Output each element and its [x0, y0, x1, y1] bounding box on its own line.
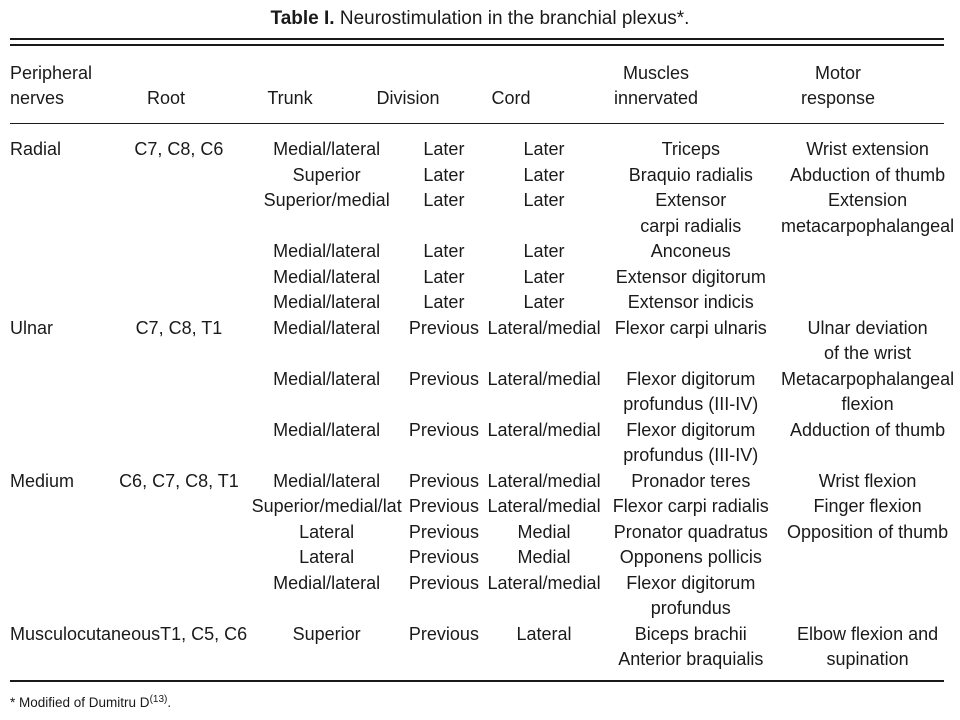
cell-division: Previous: [408, 419, 479, 440]
cell-root: [111, 545, 247, 571]
cell-root: [111, 392, 247, 418]
cell-root: [111, 647, 247, 673]
cell-cord: [482, 647, 607, 673]
cell-trunk: [247, 341, 406, 367]
cell-division: Previous: [408, 496, 479, 516]
table-row: [10, 596, 960, 622]
cell-trunk: Superior/medial/lat: [251, 496, 402, 516]
cell-root: [111, 367, 247, 393]
cell-root: C7, C8, C6: [134, 139, 224, 159]
cell-motor-response: metacarpophalangeal: [781, 215, 955, 236]
cell-division: Later: [423, 139, 465, 159]
cell-peripheral-nerve: MusculocutaneousT1, C5, C6: [10, 623, 248, 644]
cell-peripheral-nerve: [10, 214, 111, 240]
cell-peripheral-nerve: [10, 188, 111, 214]
top-rule-outer: [10, 38, 944, 40]
cell-root: [111, 418, 247, 444]
cell-peripheral-nerve: [10, 367, 111, 393]
cell-trunk: Medial/lateral: [273, 317, 381, 338]
table-row: [10, 418, 960, 444]
cell-cord: Medial: [517, 521, 571, 542]
cell-muscles-innervated: carpi radialis: [640, 215, 742, 236]
cell-motor-response: Finger flexion: [813, 496, 922, 516]
cell-root: [111, 265, 247, 291]
cell-root: [111, 571, 247, 597]
footnote: [10, 694, 171, 712]
cell-motor-response: [775, 596, 960, 622]
cell-motor-response: Ulnar deviation: [807, 317, 928, 338]
cell-muscles-innervated: Flexor carpi radialis: [612, 496, 769, 516]
cell-cord: Lateral/medial: [487, 419, 601, 440]
cell-peripheral-nerve: Medium: [10, 470, 75, 491]
table-row: [10, 545, 960, 571]
cell-muscles-innervated: Flexor carpi ulnaris: [614, 317, 767, 338]
cell-root: [111, 290, 247, 316]
cell-motor-response: of the wrist: [824, 343, 912, 363]
footnote-text: * Modified of Dumitru D: [10, 695, 150, 710]
cell-peripheral-nerve: [10, 239, 111, 265]
header-division: Division: [376, 88, 440, 108]
cell-trunk: Medial/lateral: [273, 241, 381, 261]
cell-muscles-innervated: Triceps: [661, 139, 720, 159]
cell-peripheral-nerve: [10, 443, 111, 469]
cell-division: Previous: [408, 470, 479, 491]
header-peripheral-nerves: Peripheral nerves: [10, 63, 93, 108]
cell-division: Previous: [408, 368, 479, 389]
cell-division: Later: [423, 241, 465, 261]
cell-root: [111, 163, 247, 189]
cell-muscles-innervated: Extensor: [655, 190, 727, 210]
cell-root: [111, 239, 247, 265]
cell-trunk: Medial/lateral: [273, 292, 381, 312]
cell-muscles-innervated: Pronador teres: [631, 470, 751, 491]
cell-muscles-innervated: profundus: [650, 598, 731, 618]
cell-motor-response: flexion: [841, 394, 894, 414]
table-caption: [0, 8, 960, 30]
cell-root: [111, 520, 247, 546]
cell-peripheral-nerve: [10, 163, 111, 189]
cell-root: [111, 494, 247, 520]
cell-division: Previous: [408, 317, 479, 338]
cell-cord: Lateral/medial: [487, 496, 601, 516]
cell-trunk: Lateral: [299, 521, 355, 542]
cell-cord: [482, 214, 607, 240]
cell-peripheral-nerve: [10, 341, 111, 367]
table-row: [10, 494, 960, 520]
cell-peripheral-nerve: [10, 290, 111, 316]
cell-muscles-innervated: Extensor indicis: [627, 292, 754, 312]
cell-root: C6, C7, C8, T1: [119, 470, 239, 491]
table-row: [10, 341, 960, 367]
cell-trunk: [247, 214, 406, 240]
cell-trunk: [247, 392, 406, 418]
cell-cord: Later: [523, 190, 565, 210]
cell-motor-response: [775, 443, 960, 469]
cell-cord: Later: [523, 241, 565, 261]
header-motor-response: Motor response: [800, 63, 876, 108]
cell-peripheral-nerve: [10, 545, 111, 571]
table-row: [10, 290, 960, 316]
cell-motor-response: Extension: [828, 190, 908, 210]
cell-division: Later: [423, 190, 465, 210]
cell-root: C7, C8, T1: [135, 317, 223, 338]
cell-muscles-innervated: Biceps brachii: [634, 623, 747, 644]
cell-trunk: Medial/lateral: [273, 139, 381, 159]
cell-trunk: Medial/lateral: [273, 368, 381, 389]
cell-motor-response: Wrist flexion: [818, 470, 917, 491]
table-row: [10, 571, 960, 597]
table-number: Table I.: [270, 8, 335, 29]
cell-motor-response: [775, 545, 960, 571]
cell-division: Later: [423, 164, 465, 185]
cell-motor-response: Adduction of thumb: [790, 419, 946, 440]
cell-motor-response: [775, 239, 960, 265]
cell-motor-response: Elbow flexion and: [797, 623, 939, 644]
cell-motor-response: Wrist extension: [806, 139, 929, 159]
cell-division: Previous: [408, 521, 479, 542]
cell-cord: [482, 443, 607, 469]
table-row: [10, 520, 960, 546]
cell-division: Previous: [408, 623, 479, 644]
cell-division: Previous: [408, 547, 479, 567]
cell-motor-response: [775, 290, 960, 316]
cell-trunk: Lateral: [299, 547, 355, 567]
data-table: [10, 137, 960, 673]
table-row: [10, 469, 960, 495]
bottom-rule: [10, 680, 944, 682]
cell-division: [406, 596, 481, 622]
cell-muscles-innervated: Flexor digitorum: [626, 368, 756, 389]
cell-cord: Lateral/medial: [487, 470, 601, 491]
table-row: [10, 443, 960, 469]
cell-root: [111, 214, 247, 240]
cell-motor-response: [775, 571, 960, 597]
cell-cord: Lateral/medial: [487, 368, 601, 389]
table-row: [10, 214, 960, 240]
cell-cord: Later: [523, 292, 565, 312]
cell-motor-response: [775, 265, 960, 291]
table-row: [10, 367, 960, 393]
cell-cord: Medial: [517, 547, 571, 567]
cell-muscles-innervated: Pronator quadratus: [613, 521, 768, 542]
table-body: [10, 137, 960, 673]
cell-cord: [482, 341, 607, 367]
cell-muscles-innervated: profundus (III-IV): [623, 445, 759, 465]
cell-muscles-innervated: Anterior braquialis: [618, 649, 764, 669]
cell-muscles-innervated: Flexor digitorum: [626, 419, 756, 440]
cell-peripheral-nerve: [10, 265, 111, 291]
cell-peripheral-nerve: Radial: [10, 139, 62, 159]
cell-root: [111, 188, 247, 214]
table-row: [10, 265, 960, 291]
cell-peripheral-nerve: [10, 596, 111, 622]
header-cord: Cord: [491, 88, 531, 108]
cell-trunk: [247, 443, 406, 469]
cell-division: Later: [423, 266, 465, 287]
table-row: [10, 137, 960, 163]
cell-trunk: Medial/lateral: [273, 572, 381, 593]
cell-cord: Lateral/medial: [487, 572, 601, 593]
table-row: [10, 316, 960, 342]
header-root: Root: [146, 88, 186, 108]
table-row: [10, 622, 960, 648]
cell-muscles-innervated: profundus (III-IV): [623, 394, 759, 414]
cell-trunk: Medial/lateral: [273, 266, 381, 287]
table-row: [10, 239, 960, 265]
cell-muscles-innervated: Extensor digitorum: [615, 266, 766, 287]
cell-cord: [482, 596, 607, 622]
cell-trunk: Superior: [292, 164, 361, 185]
cell-division: [406, 392, 481, 418]
cell-peripheral-nerve: [10, 647, 111, 673]
cell-muscles-innervated: [606, 341, 775, 367]
cell-division: [406, 214, 481, 240]
table-row: [10, 163, 960, 189]
cell-trunk: Medial/lateral: [273, 419, 381, 440]
cell-cord: Later: [523, 164, 565, 185]
footnote-end: .: [167, 695, 172, 710]
header-trunk: Trunk: [267, 88, 313, 108]
header-muscles-innervated: Muscles innervated: [613, 63, 699, 108]
cell-muscles-innervated: Opponens pollicis: [619, 547, 762, 567]
cell-muscles-innervated: Anconeus: [650, 241, 731, 261]
cell-peripheral-nerve: [10, 392, 111, 418]
cell-peripheral-nerve: [10, 418, 111, 444]
cell-division: [406, 443, 481, 469]
cell-division: Previous: [408, 572, 479, 593]
table-row: [10, 392, 960, 418]
cell-root: [111, 341, 247, 367]
cell-cord: Later: [523, 266, 565, 287]
cell-motor-response: Abduction of thumb: [790, 164, 946, 185]
cell-division: [406, 647, 481, 673]
table-row: [10, 647, 960, 673]
cell-division: [406, 341, 481, 367]
cell-trunk: [247, 647, 406, 673]
footnote-reference: (13): [149, 694, 168, 705]
header-rule: [10, 123, 944, 124]
cell-peripheral-nerve: [10, 494, 111, 520]
cell-peripheral-nerve: Ulnar: [10, 317, 54, 338]
cell-trunk: Medial/lateral: [273, 470, 381, 491]
cell-cord: [482, 392, 607, 418]
cell-muscles-innervated: Flexor digitorum: [626, 572, 756, 593]
cell-cord: Lateral: [516, 623, 572, 644]
cell-motor-response: supination: [826, 649, 909, 669]
cell-trunk: Superior/medial: [263, 190, 390, 210]
cell-root: [111, 443, 247, 469]
top-rule-inner: [10, 44, 944, 46]
cell-motor-response: Opposition of thumb: [787, 521, 949, 542]
cell-cord: Lateral/medial: [487, 317, 601, 338]
cell-division: Later: [423, 292, 465, 312]
table-row: [10, 188, 960, 214]
cell-trunk: [247, 596, 406, 622]
cell-peripheral-nerve: [10, 520, 111, 546]
cell-trunk: Superior: [292, 623, 361, 644]
cell-muscles-innervated: Braquio radialis: [628, 164, 753, 185]
cell-motor-response: Metacarpophalangeal: [781, 368, 955, 389]
cell-peripheral-nerve: [10, 571, 111, 597]
cell-root: [111, 596, 247, 622]
table-title: Neurostimulation in the branchial plexus*.: [334, 8, 690, 29]
cell-cord: Later: [523, 139, 565, 159]
